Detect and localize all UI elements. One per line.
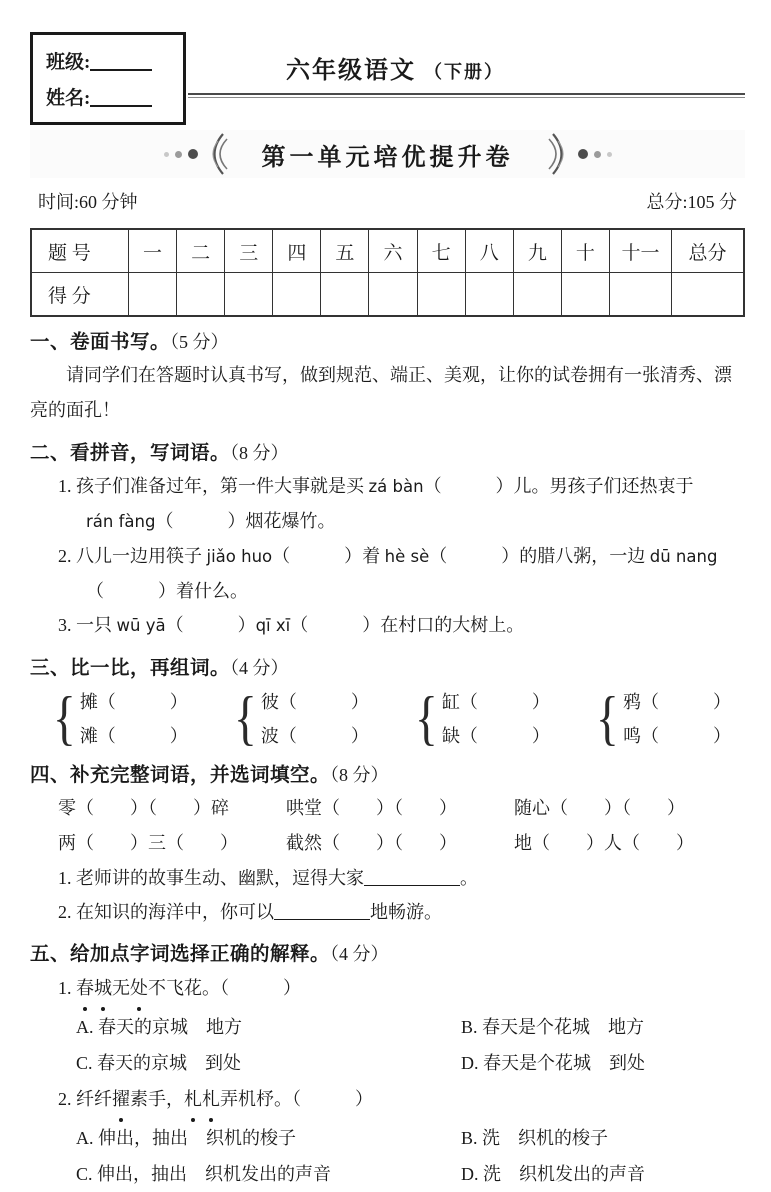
score-table-score-cell: 得 分 bbox=[48, 285, 91, 307]
chinese-text: 3. 一只 bbox=[58, 615, 117, 635]
chinese-text: （ ）烟花爆竹。 bbox=[155, 511, 336, 531]
word-completion-item: 两（ ）三（ ） bbox=[58, 833, 238, 853]
pinyin-text: qī xī bbox=[255, 616, 291, 635]
fill-in-line bbox=[30, 895, 745, 929]
pinyin-text: zá bàn bbox=[368, 477, 424, 496]
word-completion-row bbox=[30, 791, 745, 826]
emphasis-dotted-char: 擢 bbox=[112, 1081, 130, 1117]
class-label: 班级: bbox=[46, 51, 91, 73]
chinese-text: 不飞花。（ ） bbox=[148, 978, 301, 998]
compare-pair-group bbox=[231, 685, 369, 751]
section-4-points: （8 分） bbox=[330, 765, 389, 785]
chinese-text: （ ）在村口的大树上。 bbox=[290, 615, 525, 635]
word-completion-item: 随心（ ）（ ） bbox=[514, 798, 685, 818]
section-1-title-text: 一、卷面书写。 bbox=[30, 331, 171, 353]
dot-icon bbox=[175, 151, 182, 158]
chinese-text: （ ）的腊八粥，一边 bbox=[429, 546, 650, 566]
emphasis-dotted-char: 城 bbox=[94, 970, 112, 1006]
score-table-score-cell bbox=[368, 273, 416, 315]
question-stem bbox=[30, 1081, 745, 1117]
name-label: 姓名: bbox=[46, 88, 91, 110]
section-3-title bbox=[30, 652, 745, 684]
dot-icon bbox=[164, 152, 169, 157]
emphasis-dotted-char: 札 bbox=[202, 1081, 220, 1117]
score-table-score-cell bbox=[609, 273, 671, 315]
fill-blank-line bbox=[274, 902, 370, 920]
dot-icon bbox=[188, 149, 198, 159]
section-5-title bbox=[30, 938, 745, 970]
compare-pairs-row bbox=[30, 684, 745, 750]
section-5-points: （4 分） bbox=[330, 944, 389, 964]
section-1-handwriting bbox=[30, 326, 745, 428]
compare-word: 鸦（ ） bbox=[623, 692, 731, 712]
emphasis-dotted-char: 春 bbox=[76, 970, 94, 1006]
section-4-title-text: 四、补充完整词语，并选词填空。 bbox=[30, 764, 331, 786]
section-3-compare-words bbox=[30, 652, 745, 750]
brace-icon: { bbox=[415, 685, 439, 751]
chinese-text: 弄机杼。（ ） bbox=[220, 1089, 373, 1109]
section-3-points: （4 分） bbox=[230, 658, 289, 678]
options-grid bbox=[30, 1120, 745, 1192]
word-completion-item: 零（ ）（ ）碎 bbox=[58, 798, 229, 818]
compare-word: 鸣（ ） bbox=[623, 726, 731, 746]
pinyin-text: wū yā bbox=[116, 616, 166, 635]
word-completion-item: 哄堂（ ）（ ） bbox=[286, 798, 457, 818]
score-table bbox=[30, 228, 745, 317]
score-table-header-cell: 八 bbox=[465, 230, 513, 272]
name-write-line bbox=[90, 88, 152, 107]
compare-word: 波（ ） bbox=[260, 726, 369, 746]
score-table-score-row bbox=[32, 272, 743, 315]
fill-in-line bbox=[30, 861, 745, 895]
dot-icon bbox=[594, 151, 601, 158]
dots-ornament-left bbox=[164, 149, 198, 159]
chinese-text: （ ）着什么。 bbox=[86, 581, 248, 601]
student-info-box bbox=[30, 32, 186, 125]
question-line bbox=[30, 539, 745, 574]
pinyin-text: hè sè bbox=[384, 547, 430, 566]
section-2-title-text: 二、看拼音，写词语。 bbox=[30, 442, 231, 464]
option: B. 洗 织机的梭子 bbox=[461, 1128, 609, 1148]
score-table-header-cell: 九 bbox=[513, 230, 561, 272]
compare-pair-group bbox=[412, 685, 550, 751]
header-divider-rule bbox=[188, 93, 745, 98]
score-table-score-cell bbox=[320, 273, 368, 315]
score-table-header-cell: 题 号 bbox=[48, 242, 91, 264]
chinese-text: 2. 纤纤 bbox=[58, 1089, 112, 1109]
compare-word: 彼（ ） bbox=[260, 692, 369, 712]
option: C. 伸出，抽出 织机发出的声音 bbox=[76, 1164, 332, 1184]
score-table-header-cell: 七 bbox=[417, 230, 465, 272]
section-1-body: 请同学们在答题时认真书写，做到规范、端正、美观，让你的试卷拥有一张清秀、漂亮的面孔！ bbox=[30, 365, 732, 420]
option: A. 伸出，抽出 织机的梭子 bbox=[76, 1128, 296, 1148]
compare-word: 摊（ ） bbox=[79, 692, 188, 712]
chinese-text: 2. 八儿一边用筷子 bbox=[58, 546, 207, 566]
score-table-score-cell bbox=[128, 273, 176, 315]
word-completion-row bbox=[30, 826, 745, 861]
option: A. 春天的京城 地方 bbox=[76, 1017, 242, 1037]
chinese-text: 1. 老师讲的故事生动、幽默，逗得大家 bbox=[58, 868, 364, 888]
compare-word: 缺（ ） bbox=[441, 726, 550, 746]
paper-header bbox=[30, 0, 745, 130]
word-completion-item: 截然（ ）（ ） bbox=[286, 833, 457, 853]
emphasis-dotted-char: 札 bbox=[184, 1081, 202, 1117]
chinese-text: 1. bbox=[58, 978, 76, 998]
compare-pair-group bbox=[50, 685, 188, 751]
chinese-text: （ ） bbox=[165, 615, 256, 635]
score-table-score-cell bbox=[561, 273, 609, 315]
compare-pair-group bbox=[593, 685, 731, 751]
chinese-text: （ ）着 bbox=[272, 546, 385, 566]
section-2-title bbox=[30, 437, 745, 469]
bracket-ornament-right-icon bbox=[548, 131, 574, 177]
score-table-score-cell bbox=[465, 273, 513, 315]
paper-title-banner bbox=[30, 130, 745, 178]
section-3-title-text: 三、比一比，再组词。 bbox=[30, 657, 231, 679]
option: C. 春天的京城 到处 bbox=[76, 1053, 242, 1073]
score-table-header-row bbox=[32, 230, 743, 272]
brace-icon: { bbox=[596, 685, 620, 751]
pinyin-text: dū nang bbox=[649, 547, 718, 566]
score-table-header-cell: 一 bbox=[128, 230, 176, 272]
question-line bbox=[30, 574, 745, 608]
section-2-points: （8 分） bbox=[230, 443, 289, 463]
score-table-header-cell: 二 bbox=[176, 230, 224, 272]
pinyin-text: rán fàng bbox=[86, 512, 156, 531]
compare-word: 缸（ ） bbox=[441, 692, 550, 712]
question-line bbox=[30, 469, 745, 504]
bracket-ornament-left-icon bbox=[202, 131, 228, 177]
total-score-label: 总分:105 分 bbox=[646, 192, 737, 212]
question-line bbox=[30, 608, 745, 643]
score-table-score-cell bbox=[272, 273, 320, 315]
section-1-points: （5 分） bbox=[170, 332, 229, 352]
chinese-text: 。 bbox=[460, 868, 478, 888]
score-table-header-cell: 十 bbox=[561, 230, 609, 272]
emphasis-dotted-char: 处 bbox=[130, 970, 148, 1006]
score-table-header-cell: 三 bbox=[224, 230, 272, 272]
time-label: 时间:60 分钟 bbox=[38, 192, 138, 212]
class-field bbox=[46, 47, 173, 74]
score-table-header-cell: 五 bbox=[320, 230, 368, 272]
question-stem bbox=[30, 970, 745, 1006]
section-1-title bbox=[30, 326, 745, 358]
score-table-score-cell bbox=[417, 273, 465, 315]
fill-blank-line bbox=[364, 868, 460, 886]
section-2-pinyin bbox=[30, 437, 745, 643]
score-table-score-cell bbox=[671, 273, 743, 315]
paper-meta-row bbox=[38, 188, 737, 214]
brace-icon: { bbox=[233, 685, 257, 751]
section-5-title-text: 五、给加点字词选择正确的解释。 bbox=[30, 943, 331, 965]
option: D. 春天是个花城 到处 bbox=[461, 1053, 645, 1073]
score-table-header-cell: 总分 bbox=[671, 230, 743, 272]
compare-word: 滩（ ） bbox=[79, 726, 188, 746]
dot-icon bbox=[607, 152, 612, 157]
dot-icon bbox=[578, 149, 588, 159]
options-grid bbox=[30, 1009, 745, 1081]
chinese-text: 地畅游。 bbox=[370, 902, 442, 922]
section-5-choose-meaning bbox=[30, 938, 745, 1192]
section-4-complete-words bbox=[30, 759, 745, 929]
score-table-header-cell: 六 bbox=[368, 230, 416, 272]
book-title-wrap bbox=[286, 50, 504, 85]
pinyin-text: jiǎo huo bbox=[206, 547, 273, 566]
brace-icon: { bbox=[52, 685, 76, 751]
chinese-text: 1. 孩子们准备过年，第一件大事就是买 bbox=[58, 476, 369, 496]
book-title: 六年级语文 bbox=[286, 57, 416, 84]
chinese-text: 素手， bbox=[130, 1089, 184, 1109]
dots-ornament-right bbox=[578, 149, 612, 159]
option: B. 春天是个花城 地方 bbox=[461, 1017, 645, 1037]
question-line bbox=[30, 504, 745, 539]
class-write-line bbox=[90, 52, 152, 71]
score-table-score-cell bbox=[176, 273, 224, 315]
score-table-header-cell: 十一 bbox=[609, 230, 671, 272]
chinese-text: （ ）儿。男孩子们还热衷于 bbox=[423, 476, 694, 496]
word-completion-item: 地（ ）人（ ） bbox=[514, 833, 694, 853]
option: D. 洗 织机发出的声音 bbox=[461, 1164, 645, 1184]
score-table-score-cell bbox=[224, 273, 272, 315]
section-4-title bbox=[30, 759, 745, 791]
score-table-header-cell: 四 bbox=[272, 230, 320, 272]
book-volume: （下册） bbox=[424, 62, 504, 82]
score-table-score-cell bbox=[513, 273, 561, 315]
chinese-text: 无 bbox=[112, 978, 130, 998]
chinese-text: 2. 在知识的海洋中，你可以 bbox=[58, 902, 274, 922]
name-field bbox=[46, 83, 173, 110]
paper-title: 第一单元培优提升卷 bbox=[261, 143, 514, 171]
